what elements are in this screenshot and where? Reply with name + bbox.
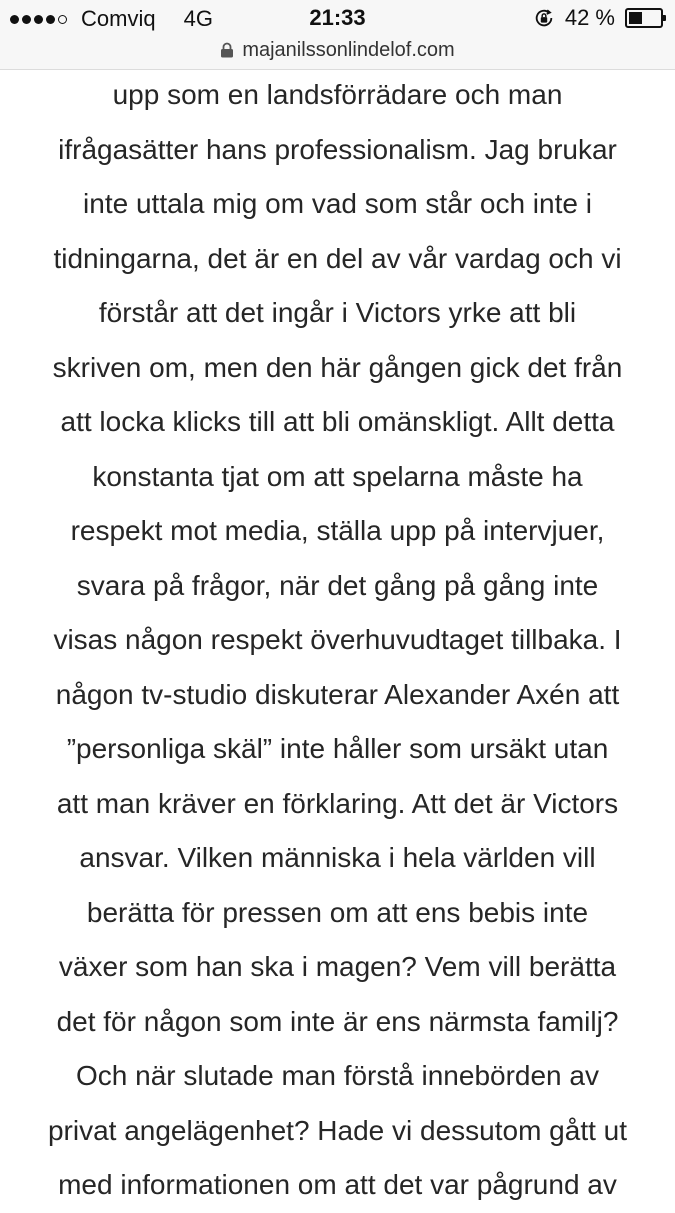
article-line: ansvar. Vilken människa i hela världen vill [79, 842, 596, 873]
article-line: förstår att det ingår i Victors yrke att bli [98, 297, 577, 328]
article-line: skriven om, men den här gången gick det från [52, 351, 623, 383]
rotation-lock-icon [533, 7, 555, 29]
article-line: privat angelägenhet? Hade vi dessutom gått ut [47, 1114, 628, 1146]
url-text: majanilssonlindelof.com [242, 38, 455, 61]
battery-fill [629, 12, 642, 24]
article-line: respekt mot media, ställa upp på intervjuer, [70, 515, 605, 546]
article-line: visas någon respekt överhuvudtaget tillbaka. I [53, 624, 622, 655]
padlock-icon [220, 42, 234, 58]
article-line: det för någon som inte är ens närmsta familj? [56, 1005, 619, 1037]
article-line: växer som han ska i magen? Vem vill berätta [58, 951, 617, 982]
article-body [0, 68, 675, 1213]
article-line: ifrågasätter hans professionalism. Jag brukar [58, 133, 617, 165]
network-type: 4G [183, 6, 213, 31]
article-line: upp som en landsförrädare och man [112, 79, 563, 110]
carrier-name: Comviq [81, 6, 156, 31]
article-line: med informationen om att det var pågrund av [58, 1169, 617, 1200]
status-time: 21:33 [309, 5, 366, 30]
battery-icon [625, 8, 663, 28]
address-bar[interactable] [0, 37, 675, 63]
article-line: tidningarna, det är en del av vår vardag och vi [53, 242, 622, 274]
article-line: inte uttala mig om vad som står och inte i [83, 188, 592, 219]
browser-chrome [0, 0, 675, 70]
battery-percent: 42 % [564, 5, 615, 30]
article-line: berätta för pressen om att ens bebis inte [86, 896, 589, 928]
article-line: någon tv-studio diskuterar Alexander Axén att [55, 678, 620, 710]
article-line: Och när slutade man förstå innebörden av [76, 1060, 599, 1091]
article-line: svara på frågor, när det gång på gång inte [76, 569, 599, 601]
article-line: att locka klicks till att bli omänskligt. Allt detta [60, 406, 615, 437]
article-line: ”personliga skäl” inte håller som ursäkt utan [66, 733, 609, 764]
article-line: att man kräver en förklaring. Att det är Victors [56, 787, 619, 819]
article-line: konstanta tjat om att spelarna måste ha [92, 460, 583, 492]
status-bar [0, 0, 675, 36]
status-right [533, 5, 663, 31]
